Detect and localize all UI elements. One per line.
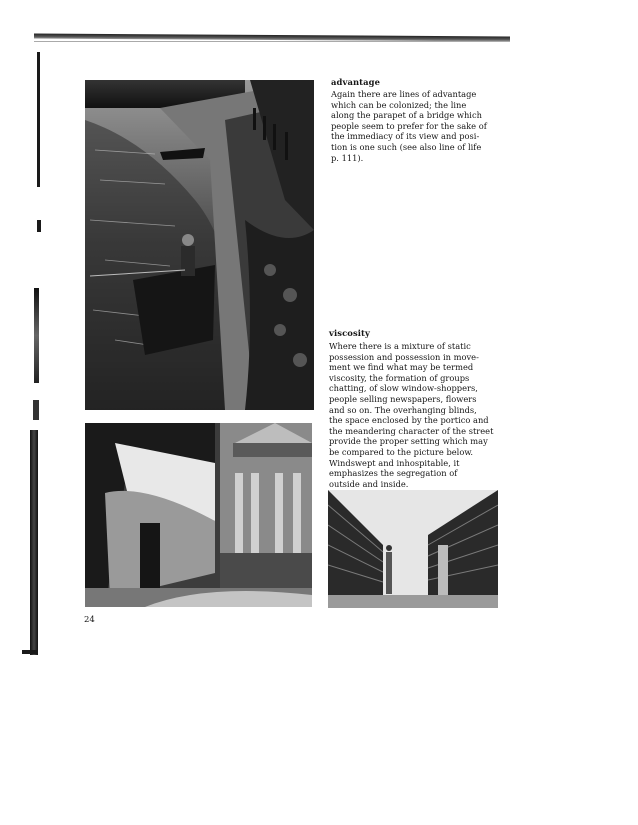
- paragraph-line: Windswept and inhospitable, it: [329, 457, 460, 468]
- scan-edge-mark: [33, 400, 39, 420]
- page-number: 24: [84, 615, 95, 625]
- paragraph-line: and so on. The overhanging blinds,: [329, 404, 477, 415]
- paragraph-line: chatting, of slow window-shoppers,: [329, 383, 478, 394]
- paragraph-line: p. 111).: [331, 152, 364, 163]
- heading-advantage: advantage: [331, 77, 381, 87]
- paragraph-line: the immediacy of its view and posi-: [331, 131, 480, 142]
- paragraph-line: Again there are lines of advantage: [331, 89, 477, 99]
- paragraph-line: people seem to prefer for the sake of: [331, 120, 487, 131]
- paragraph-line: people selling newspapers, flowers: [329, 393, 477, 404]
- paragraph-line: tion is one such (see also line of life: [331, 141, 482, 152]
- paragraph-line: outside and inside.: [329, 478, 409, 489]
- paragraph-line: possession and possession in move-: [329, 351, 479, 362]
- paragraph-line: provide the proper setting which may: [329, 436, 488, 447]
- paragraph-line: ment we find what may be termed: [329, 362, 474, 373]
- paragraph-line: the meandering character of the street: [329, 425, 494, 436]
- paragraph-line: emphasizes the segregation of: [329, 468, 458, 479]
- paragraph-line: Where there is a mixture of static: [329, 341, 471, 351]
- scan-edge-mark: [34, 288, 39, 383]
- scan-edge-mark: [37, 52, 40, 187]
- paragraph-viscosity: [329, 341, 493, 489]
- scan-edge-mark: [30, 430, 38, 655]
- paragraph-line: be compared to the picture below.: [329, 446, 474, 457]
- photo-street-portico: [85, 423, 312, 607]
- scan-edge-mark: [22, 650, 38, 654]
- paragraph-line: the space enclosed by the portico and: [329, 415, 489, 426]
- paragraph-advantage: [331, 89, 487, 163]
- photo-canal-punt: [85, 80, 314, 410]
- heading-viscosity: viscosity: [329, 328, 370, 338]
- paragraph-line: viscosity, the formation of groups: [329, 372, 470, 383]
- scan-edge-mark: [37, 220, 41, 232]
- paragraph-line: along the parapet of a bridge which: [331, 110, 482, 121]
- scan-top-line-shadow: [34, 41, 510, 42]
- paragraph-line: which can be colonized; the line: [331, 99, 467, 110]
- photo-windswept-street: [328, 490, 498, 608]
